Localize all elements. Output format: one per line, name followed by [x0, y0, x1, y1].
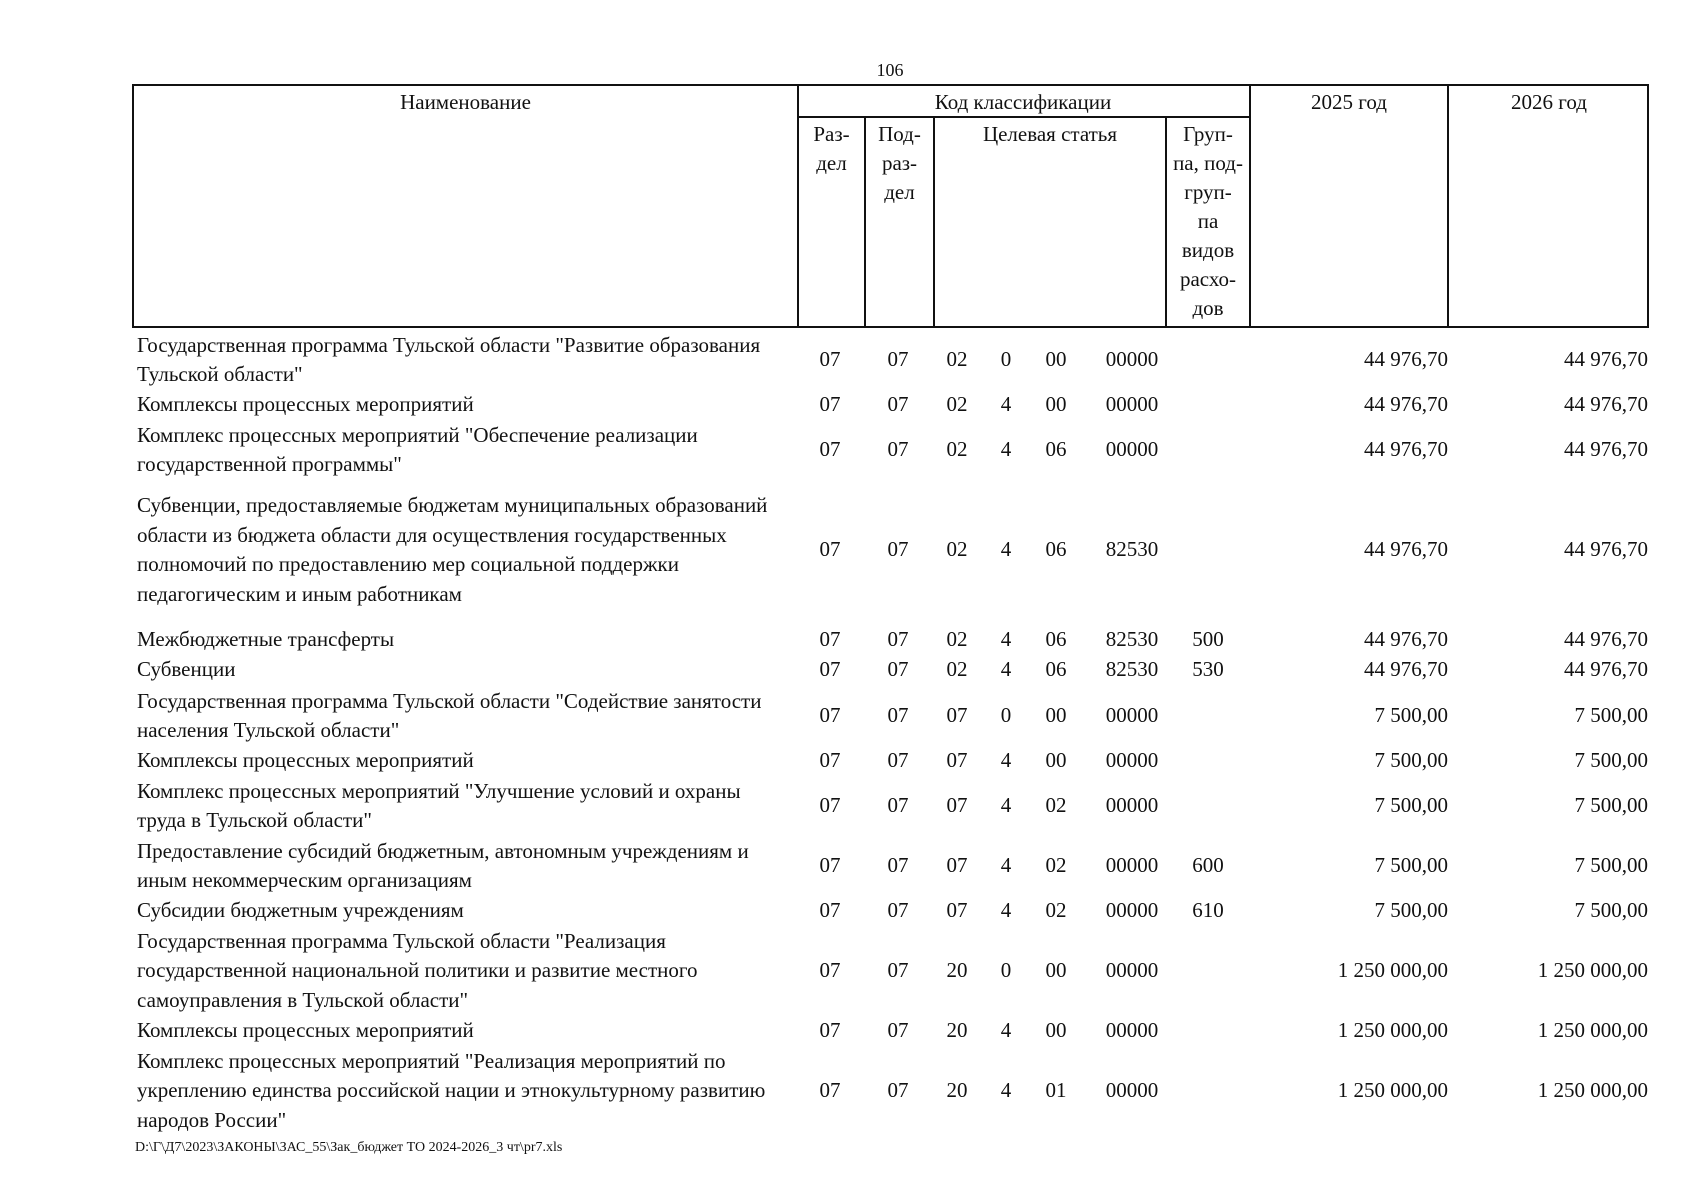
row-target-program-text: 07 [946, 853, 968, 878]
row-target-event [1028, 625, 1084, 655]
row-name [137, 1016, 792, 1046]
table-row [0, 420, 1697, 480]
row-target-direction-text: 00000 [1105, 1018, 1159, 1043]
row-amount-2026 [1450, 746, 1648, 776]
table-row [0, 686, 1697, 746]
header-podrazdel: Под- раз- дел [878, 122, 921, 204]
row-amount-2026-text: 44 976,70 [1564, 392, 1648, 417]
row-podrazdel-text: 07 [887, 347, 909, 372]
row-expense-group [1166, 655, 1250, 685]
row-target-event-text: 00 [1045, 392, 1067, 417]
row-amount-2025 [1250, 1046, 1448, 1136]
row-name-text: Субсидии бюджетным учреждениям [137, 898, 464, 923]
row-name-text: Комплексы процессных мероприятий [137, 392, 474, 417]
row-expense-group [1166, 1046, 1250, 1136]
row-name [137, 390, 792, 420]
row-amount-2026 [1450, 1046, 1648, 1136]
row-target-subprogram [984, 1016, 1028, 1046]
row-amount-2025-text: 44 976,70 [1364, 347, 1448, 372]
row-amount-2025-text: 7 500,00 [1374, 793, 1448, 818]
row-name [137, 330, 792, 390]
row-target-direction-text: 00000 [1105, 793, 1159, 818]
header-gruppa: Груп- па, под- груп- па видов расхо- дов [1173, 122, 1243, 320]
row-podrazdel-text: 07 [887, 703, 909, 728]
row-target-subprogram-text: 4 [1000, 437, 1012, 462]
row-podrazdel [864, 420, 932, 480]
row-name-text: Межбюджетные трансферты [137, 627, 395, 652]
row-amount-2025 [1250, 480, 1448, 620]
row-razdel-text: 07 [819, 392, 841, 417]
row-amount-2025 [1250, 655, 1448, 685]
row-amount-2026-text: 7 500,00 [1574, 703, 1648, 728]
row-target-program-text: 07 [946, 703, 968, 728]
row-podrazdel-text: 07 [887, 392, 909, 417]
table-header [132, 84, 1649, 328]
row-target-subprogram-text: 4 [1000, 898, 1012, 923]
row-razdel [796, 686, 864, 746]
row-razdel-text: 07 [819, 657, 841, 682]
page-number [0, 60, 1697, 81]
row-amount-2025 [1250, 420, 1448, 480]
row-target-event-text: 06 [1045, 627, 1067, 652]
row-podrazdel [864, 330, 932, 390]
row-name [137, 776, 792, 836]
row-target-subprogram-text: 0 [1000, 703, 1012, 728]
row-target-event [1028, 1016, 1084, 1046]
row-expense-group [1166, 420, 1250, 480]
row-amount-2026 [1450, 896, 1648, 926]
file-path-footer: D:\Г\Д7\2023\ЗАКОНЫ\ЗАС_55\Зак_бюджет ТО 2024-2026_3 чт\pr7.xls [135, 1140, 563, 1155]
row-razdel [796, 480, 864, 620]
row-name-text: Субвенции [137, 657, 236, 682]
row-target-subprogram-text: 4 [1000, 657, 1012, 682]
row-amount-2026-text: 1 250 000,00 [1537, 958, 1648, 983]
row-podrazdel [864, 776, 932, 836]
row-target-program-text: 07 [946, 898, 968, 923]
row-amount-2025-text: 7 500,00 [1374, 748, 1448, 773]
row-expense-group [1166, 896, 1250, 926]
row-amount-2026 [1450, 836, 1648, 896]
row-target-direction-text: 00000 [1105, 898, 1159, 923]
row-name [137, 896, 792, 926]
row-expense-group [1166, 746, 1250, 776]
row-podrazdel [864, 655, 932, 685]
row-target-program-text: 02 [946, 627, 968, 652]
row-razdel [796, 1046, 864, 1136]
row-amount-2026-text: 7 500,00 [1574, 793, 1648, 818]
row-target-subprogram-text: 4 [1000, 1078, 1012, 1103]
row-target-program [930, 896, 984, 926]
row-name-text: Субвенции, предоставляемые бюджетам муниципальных образований области из бюджета области для осуществления государственных полномочий по предоставлению мер социальной поддержки педагогическим и иным работникам [137, 493, 768, 606]
row-target-subprogram-text: 4 [1000, 537, 1012, 562]
row-target-subprogram [984, 686, 1028, 746]
row-target-event [1028, 390, 1084, 420]
row-amount-2025 [1250, 390, 1448, 420]
row-name-text: Комплексы процессных мероприятий [137, 748, 474, 773]
row-expense-group [1166, 926, 1250, 1016]
header-year-2026: 2026 год [1511, 90, 1587, 114]
row-target-subprogram-text: 4 [1000, 853, 1012, 878]
row-target-event [1028, 896, 1084, 926]
header-razdel: Раз- дел [813, 122, 850, 175]
row-name [137, 480, 792, 620]
table-row [0, 330, 1697, 390]
row-target-subprogram [984, 390, 1028, 420]
row-target-program [930, 686, 984, 746]
row-expense-group-text: 530 [1192, 657, 1224, 682]
row-amount-2025-text: 44 976,70 [1364, 437, 1448, 462]
row-target-program [930, 926, 984, 1016]
row-podrazdel-text: 07 [887, 537, 909, 562]
row-razdel-text: 07 [819, 898, 841, 923]
row-target-program-text: 02 [946, 537, 968, 562]
row-target-program [930, 836, 984, 896]
row-target-event-text: 01 [1045, 1078, 1067, 1103]
row-target-program [930, 746, 984, 776]
table-row [0, 655, 1697, 685]
row-target-program-text: 02 [946, 347, 968, 372]
row-expense-group-text: 610 [1192, 898, 1224, 923]
row-amount-2026-text: 44 976,70 [1564, 627, 1648, 652]
row-target-subprogram [984, 896, 1028, 926]
row-target-subprogram [984, 625, 1028, 655]
row-podrazdel [864, 686, 932, 746]
row-expense-group-text: 500 [1192, 627, 1224, 652]
row-amount-2026-text: 1 250 000,00 [1537, 1018, 1648, 1043]
row-target-event [1028, 1046, 1084, 1136]
row-target-event [1028, 836, 1084, 896]
row-razdel-text: 07 [819, 627, 841, 652]
row-expense-group [1166, 836, 1250, 896]
row-name-text: Комплексы процессных мероприятий [137, 1018, 474, 1043]
row-target-program-text: 20 [946, 1018, 968, 1043]
row-podrazdel-text: 07 [887, 437, 909, 462]
row-razdel-text: 07 [819, 537, 841, 562]
header-divider [933, 118, 935, 326]
row-target-event-text: 06 [1045, 657, 1067, 682]
row-podrazdel [864, 625, 932, 655]
row-amount-2026 [1450, 480, 1648, 620]
row-expense-group [1166, 1016, 1250, 1046]
row-expense-group [1166, 480, 1250, 620]
row-amount-2026 [1450, 420, 1648, 480]
row-podrazdel-text: 07 [887, 958, 909, 983]
row-name [137, 686, 792, 746]
table-row [0, 746, 1697, 776]
row-amount-2026 [1450, 686, 1648, 746]
row-amount-2025 [1250, 896, 1448, 926]
row-target-direction-text: 82530 [1105, 657, 1159, 682]
row-amount-2025-text: 44 976,70 [1364, 537, 1448, 562]
row-razdel-text: 07 [819, 748, 841, 773]
row-podrazdel-text: 07 [887, 898, 909, 923]
row-target-subprogram [984, 776, 1028, 836]
row-target-program [930, 330, 984, 390]
row-amount-2025 [1250, 926, 1448, 1016]
row-target-event [1028, 420, 1084, 480]
row-name-text: Комплекс процессных мероприятий "Улучшение условий и охраны труда в Тульской области" [137, 778, 741, 832]
row-amount-2025-text: 1 250 000,00 [1337, 1018, 1448, 1043]
row-amount-2026 [1450, 926, 1648, 1016]
row-name-text: Государственная программа Тульской области "Реализация государственной национальной политики и развитие местного самоуправления в Тульской области" [137, 928, 698, 1012]
row-expense-group [1166, 686, 1250, 746]
header-name: Наименование [400, 90, 531, 114]
table-row [0, 390, 1697, 420]
row-target-program [930, 776, 984, 836]
row-target-direction-text: 00000 [1105, 748, 1159, 773]
row-razdel [796, 926, 864, 1016]
row-razdel [796, 390, 864, 420]
row-target-direction-text: 00000 [1105, 853, 1159, 878]
row-target-program-text: 02 [946, 437, 968, 462]
row-razdel [796, 1016, 864, 1046]
row-amount-2025-text: 1 250 000,00 [1337, 1078, 1448, 1103]
row-expense-group-text: 600 [1192, 853, 1224, 878]
row-razdel [796, 896, 864, 926]
row-target-event [1028, 746, 1084, 776]
row-razdel [796, 746, 864, 776]
row-target-subprogram-text: 0 [1000, 347, 1012, 372]
row-razdel [796, 836, 864, 896]
row-amount-2025 [1250, 746, 1448, 776]
row-name-text: Комплекс процессных мероприятий "Реализация мероприятий по укреплению единства российской нации и этнокультурному развитию народов России" [137, 1048, 766, 1132]
row-target-event-text: 06 [1045, 437, 1067, 462]
row-target-subprogram [984, 926, 1028, 1016]
row-target-event [1028, 776, 1084, 836]
row-target-program [930, 625, 984, 655]
table-row [0, 836, 1697, 896]
table-row [0, 1046, 1697, 1136]
row-amount-2026 [1450, 655, 1648, 685]
row-amount-2025 [1250, 330, 1448, 390]
header-tselevaya: Целевая статья [982, 122, 1118, 146]
row-podrazdel-text: 07 [887, 748, 909, 773]
row-razdel-text: 07 [819, 347, 841, 372]
row-razdel-text: 07 [819, 958, 841, 983]
row-target-subprogram-text: 4 [1000, 627, 1012, 652]
header-year-2025: 2025 год [1311, 90, 1387, 114]
row-podrazdel [864, 1016, 932, 1046]
row-podrazdel-text: 07 [887, 1018, 909, 1043]
row-name [137, 926, 792, 1016]
row-amount-2025 [1250, 1016, 1448, 1046]
table-row [0, 480, 1697, 620]
row-target-event [1028, 480, 1084, 620]
row-target-direction-text: 00000 [1105, 347, 1159, 372]
row-target-event-text: 00 [1045, 347, 1067, 372]
row-target-event-text: 00 [1045, 703, 1067, 728]
row-target-event-text: 06 [1045, 537, 1067, 562]
row-target-subprogram-text: 0 [1000, 958, 1012, 983]
row-target-event [1028, 926, 1084, 1016]
row-target-direction-text: 82530 [1105, 537, 1159, 562]
row-amount-2026-text: 44 976,70 [1564, 657, 1648, 682]
row-razdel [796, 625, 864, 655]
row-target-program-text: 02 [946, 392, 968, 417]
row-podrazdel [864, 896, 932, 926]
row-target-program [930, 655, 984, 685]
row-podrazdel [864, 390, 932, 420]
row-target-program [930, 1046, 984, 1136]
row-name-text: Предоставление субсидий бюджетным, автономным учреждениям и иным некоммерческим организациям [137, 838, 749, 892]
row-target-direction-text: 00000 [1105, 958, 1159, 983]
row-amount-2026 [1450, 776, 1648, 836]
row-target-subprogram-text: 4 [1000, 1018, 1012, 1043]
row-razdel-text: 07 [819, 1018, 841, 1043]
row-target-subprogram [984, 420, 1028, 480]
row-name [137, 420, 792, 480]
row-amount-2025-text: 7 500,00 [1374, 898, 1448, 923]
table-row [0, 896, 1697, 926]
row-target-subprogram [984, 1046, 1028, 1136]
row-amount-2025-text: 7 500,00 [1374, 703, 1448, 728]
row-amount-2025-text: 44 976,70 [1364, 627, 1448, 652]
row-target-program [930, 390, 984, 420]
row-amount-2026-text: 7 500,00 [1574, 748, 1648, 773]
row-name [137, 655, 792, 685]
row-podrazdel-text: 07 [887, 853, 909, 878]
row-amount-2026 [1450, 330, 1648, 390]
row-razdel-text: 07 [819, 703, 841, 728]
row-amount-2026-text: 44 976,70 [1564, 437, 1648, 462]
row-target-program [930, 1016, 984, 1046]
header-divider [1447, 86, 1449, 326]
row-target-direction-text: 00000 [1105, 392, 1159, 417]
row-razdel [796, 420, 864, 480]
row-target-subprogram [984, 330, 1028, 390]
row-podrazdel-text: 07 [887, 627, 909, 652]
row-target-event [1028, 330, 1084, 390]
row-razdel-text: 07 [819, 793, 841, 818]
row-target-event-text: 00 [1045, 958, 1067, 983]
row-podrazdel-text: 07 [887, 657, 909, 682]
row-expense-group [1166, 390, 1250, 420]
row-razdel-text: 07 [819, 1078, 841, 1103]
table-row [0, 1016, 1697, 1046]
row-amount-2025 [1250, 836, 1448, 896]
row-razdel-text: 07 [819, 853, 841, 878]
row-target-event-text: 00 [1045, 748, 1067, 773]
row-expense-group [1166, 330, 1250, 390]
row-expense-group [1166, 625, 1250, 655]
row-amount-2026-text: 1 250 000,00 [1537, 1078, 1648, 1103]
row-target-event [1028, 686, 1084, 746]
row-podrazdel-text: 07 [887, 1078, 909, 1103]
row-razdel [796, 655, 864, 685]
row-podrazdel [864, 1046, 932, 1136]
row-target-direction-text: 00000 [1105, 703, 1159, 728]
row-target-program-text: 07 [946, 793, 968, 818]
row-podrazdel [864, 836, 932, 896]
header-code: Код классификации [934, 90, 1112, 114]
row-razdel [796, 776, 864, 836]
row-podrazdel [864, 926, 932, 1016]
row-amount-2026 [1450, 625, 1648, 655]
row-name [137, 836, 792, 896]
row-podrazdel [864, 746, 932, 776]
row-target-event-text: 02 [1045, 898, 1067, 923]
header-divider [1249, 86, 1251, 326]
row-target-program-text: 07 [946, 748, 968, 773]
row-amount-2026 [1450, 390, 1648, 420]
row-target-event [1028, 655, 1084, 685]
row-amount-2025-text: 7 500,00 [1374, 853, 1448, 878]
row-target-subprogram-text: 4 [1000, 793, 1012, 818]
row-target-direction-text: 82530 [1105, 627, 1159, 652]
row-amount-2026-text: 7 500,00 [1574, 853, 1648, 878]
row-target-event-text: 00 [1045, 1018, 1067, 1043]
row-target-program-text: 20 [946, 958, 968, 983]
row-name [137, 1046, 792, 1136]
row-name [137, 746, 792, 776]
row-razdel [796, 330, 864, 390]
row-amount-2025 [1250, 686, 1448, 746]
row-name-text: Комплекс процессных мероприятий "Обеспечение реализации государственной программы" [137, 422, 698, 476]
row-target-program-text: 20 [946, 1078, 968, 1103]
row-amount-2026-text: 44 976,70 [1564, 537, 1648, 562]
row-target-program [930, 420, 984, 480]
row-target-program [930, 480, 984, 620]
row-podrazdel [864, 480, 932, 620]
row-target-direction-text: 00000 [1105, 437, 1159, 462]
row-amount-2025 [1250, 625, 1448, 655]
row-amount-2025-text: 44 976,70 [1364, 657, 1448, 682]
row-amount-2026-text: 44 976,70 [1564, 347, 1648, 372]
row-target-subprogram [984, 836, 1028, 896]
row-amount-2026-text: 7 500,00 [1574, 898, 1648, 923]
row-razdel-text: 07 [819, 437, 841, 462]
row-amount-2026 [1450, 1016, 1648, 1046]
row-amount-2025 [1250, 776, 1448, 836]
row-target-subprogram [984, 655, 1028, 685]
row-target-event-text: 02 [1045, 793, 1067, 818]
page-number-text: 106 [876, 60, 904, 80]
row-target-subprogram-text: 4 [1000, 748, 1012, 773]
row-name-text: Государственная программа Тульской области "Содействие занятости населения Тульской области" [137, 688, 762, 742]
row-target-program-text: 02 [946, 657, 968, 682]
row-amount-2025-text: 1 250 000,00 [1337, 958, 1448, 983]
row-target-event-text: 02 [1045, 853, 1067, 878]
row-name [137, 625, 792, 655]
table-row [0, 625, 1697, 655]
row-target-subprogram [984, 480, 1028, 620]
row-target-subprogram-text: 4 [1000, 392, 1012, 417]
table-row [0, 776, 1697, 836]
row-expense-group [1166, 776, 1250, 836]
row-amount-2025-text: 44 976,70 [1364, 392, 1448, 417]
row-target-subprogram [984, 746, 1028, 776]
table-row [0, 926, 1697, 1016]
row-podrazdel-text: 07 [887, 793, 909, 818]
row-target-direction-text: 00000 [1105, 1078, 1159, 1103]
row-name-text: Государственная программа Тульской области "Развитие образования Тульской области" [137, 332, 761, 386]
